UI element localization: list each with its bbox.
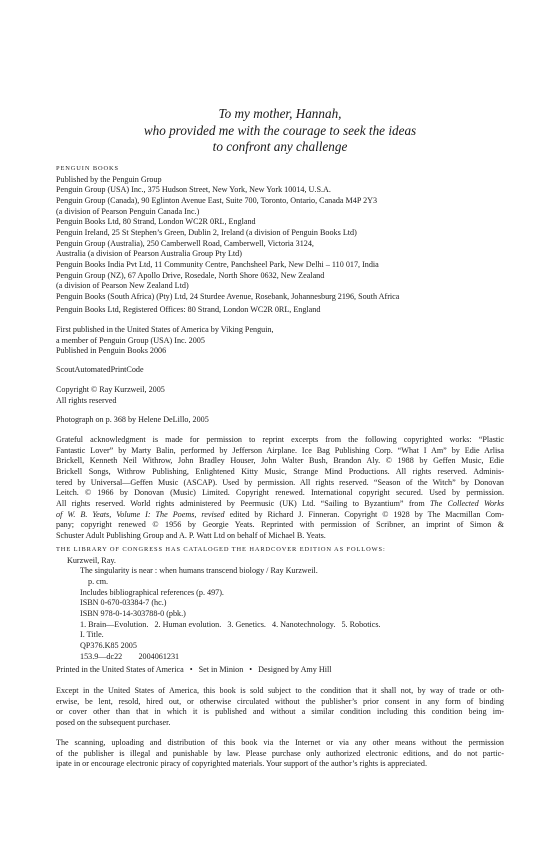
acknowledgment-line: Brickell, Kenneth Neil Withrow, John Bradley Houser, John Walter Bush, Brandon Aly. © 1988 by Geffen Music, Edie [56, 456, 504, 466]
publisher-line: (a division of Pearson Penguin Canada Inc.) [56, 206, 200, 216]
cip-title: The singularity is near : when humans transcend biology / Ray Kurzweil. [80, 566, 318, 576]
acknowledgment-line: tered by Universal—Geffen Music (ASCAP). Used by permission. All rights reserved. “Season of the Witch” by Donovan [56, 477, 504, 487]
acknowledgment-line: pany; copyright renewed © 1956 by Georgie Yeats. Reprinted with permission of Scribner, an imprint of Simon & [56, 520, 504, 530]
acknowledgment-line [56, 499, 504, 510]
publisher-line: Penguin Books India Pvt Ltd, 11 Community Centre, Panchsheel Park, New Delhi – 110 017, India [56, 259, 379, 269]
acknowledgment-line: Leitch. © 1966 by Donovan (Music) Limited. Copyright renewed. International copyright secured. Used by permission. [56, 488, 504, 498]
printing-line [56, 665, 504, 676]
print-code-line: ScoutAutomatedPrintCode [56, 365, 144, 374]
publisher-line: Published by the Penguin Group [56, 174, 162, 184]
publisher-line: Penguin Group (NZ), 67 Apollo Drive, Rosedale, North Shore 0632, New Zealand [56, 270, 325, 280]
cip-call-number: QP376.K85 2005 [80, 640, 137, 650]
dedication [56, 106, 504, 156]
printing-info [56, 665, 504, 676]
printed-country: Printed in the United States of America [56, 665, 184, 674]
condition-line: erwise, be lent, resold, hired out, or otherwise circulated without the publisher’s prior consent in any form of binding [56, 696, 504, 706]
publisher-line: (a division of Pearson New Zealand Ltd) [56, 281, 189, 291]
cip-subjects: 1. Brain—Evolution. 2. Human evolution. 3. Genetics. 4. Nanotechnology. 5. Robotics. [80, 619, 381, 629]
scanning-line: of the publisher is illegal and punishable by law. Please purchase only authorized electronic editions, and do not partic- [56, 748, 504, 758]
book-title: of W. B. Yeats, Volume I: The Poems, revised [56, 509, 225, 519]
publisher-line: Penguin Group (Australia), 250 Camberwell Road, Camberwell, Victoria 3124, [56, 238, 314, 248]
publisher-addresses [56, 164, 504, 303]
copyright-line: All rights reserved [56, 395, 117, 405]
scanning-notice-paragraph [56, 738, 504, 770]
sale-condition-paragraph [56, 686, 504, 729]
cip-data [56, 545, 504, 662]
registered-office-line: Penguin Books Ltd, Registered Offices: 80 Strand, London WC2R 0RL, England [56, 305, 321, 314]
cip-isbn: ISBN 978-0-14-303788-0 (pbk.) [80, 608, 186, 618]
cip-isbn: ISBN 0-670-03384-7 (hc.) [80, 598, 167, 608]
dedication-line: To my mother, Hannah, [218, 106, 342, 121]
cip-dewey: 153.9—dc22 2004061231 [80, 651, 180, 661]
publisher-line: Penguin Books Ltd, 80 Strand, London WC2R 0RL, England [56, 217, 256, 227]
acknowledgment-line: Fantastic Lover” by Marty Balin, performed by Jefferson Airplane. Ice Bag Publishing Corp. “What I Am” by Edie Arlisa [56, 445, 504, 455]
acknowledgment-line [56, 510, 504, 521]
first-published-line: Published in Penguin Books 2006 [56, 346, 167, 356]
first-published [56, 325, 504, 357]
condition-line: or cover other than that in which it is published and without a similar condition including this condition being im- [56, 707, 504, 717]
acknowledgment-line: Grateful acknowledgment is made for permission to reprint excerpts from the following copyrighted works: “Plastic [56, 435, 504, 444]
acknowledgment-paragraph [56, 435, 504, 542]
bullet-separator: • [249, 665, 253, 674]
imprint-name: PENGUIN BOOKS [56, 165, 120, 172]
publisher-line: Australia (a division of Pearson Australia Group Pty Ltd) [56, 249, 242, 259]
copyright-line: Copyright © Ray Kurzweil, 2005 [56, 385, 165, 394]
photo-credit [56, 415, 504, 426]
print-code [56, 365, 504, 376]
cip-bibliography: Includes bibliographical references (p. 497). [80, 587, 224, 597]
copyright-notice [56, 385, 504, 406]
cip-author: Kurzweil, Ray. [67, 555, 116, 565]
first-published-line: a member of Penguin Group (USA) Inc. 2005 [56, 335, 205, 345]
book-title: The Collected Works [429, 498, 504, 508]
dedication-line: who provided me with the courage to seek the ideas [143, 122, 417, 138]
condition-line: posed on the subsequent purchaser. [56, 717, 171, 727]
cip-pages: p. cm. [88, 576, 109, 586]
registered-office [56, 305, 504, 316]
scanning-line: The scanning, uploading and distribution of this book via the Internet or via any other means without the permission [56, 738, 504, 747]
bullet-separator: • [189, 665, 193, 674]
typeface: Set in Minion [198, 665, 244, 674]
acknowledgment-text: All rights reserved. World rights administered by Peermusic (UK) Ltd. “Sailing to Byzantium” from [56, 498, 430, 508]
acknowledgment-text: edited by Richard J. Finneran. Copyright © 1928 by The Macmillan Com- [224, 509, 504, 519]
cip-header: THE LIBRARY OF CONGRESS HAS CATALOGED THE HARDCOVER EDITION AS FOLLOWS: [56, 546, 386, 553]
cip-title-entry: I. Title. [80, 630, 104, 640]
scanning-line: ipate in or encourage electronic piracy of copyrighted materials. Your support of the author’s rights is appreciated. [56, 759, 427, 769]
photo-credit-line: Photograph on p. 368 by Helene DeLillo, 2005 [56, 415, 209, 424]
publisher-line: Penguin Group (Canada), 90 Eglinton Avenue East, Suite 700, Toronto, Ontario, Canada M4P 2Y3 [56, 195, 378, 205]
publisher-line: Penguin Ireland, 25 St Stephen’s Green, Dublin 2, Ireland (a division of Penguin Books Ltd) [56, 227, 357, 237]
publisher-line: Penguin Books (South Africa) (Pty) Ltd, 24 Sturdee Avenue, Rosebank, Johannesburg 2196, South Africa [56, 291, 400, 301]
first-published-line: First published in the United States of America by Viking Penguin, [56, 325, 274, 334]
condition-line: Except in the United States of America, this book is sold subject to the condition that it shall not, by way of trade or oth- [56, 686, 504, 695]
designer: Designed by Amy Hill [258, 665, 332, 674]
acknowledgment-line: Brickell Songs, Withrow Publishing, Enlightened Kitty Music, Strange Mind Productions. All rights reserved. Adminis- [56, 466, 504, 476]
acknowledgment-line: Schuster Adult Publishing Group and A. P. Watt Ltd on behalf of Michael B. Yeats. [56, 530, 326, 540]
publisher-line: Penguin Group (USA) Inc., 375 Hudson Street, New York, New York 10014, U.S.A. [56, 185, 331, 195]
dedication-line: to confront any challenge [212, 139, 348, 155]
